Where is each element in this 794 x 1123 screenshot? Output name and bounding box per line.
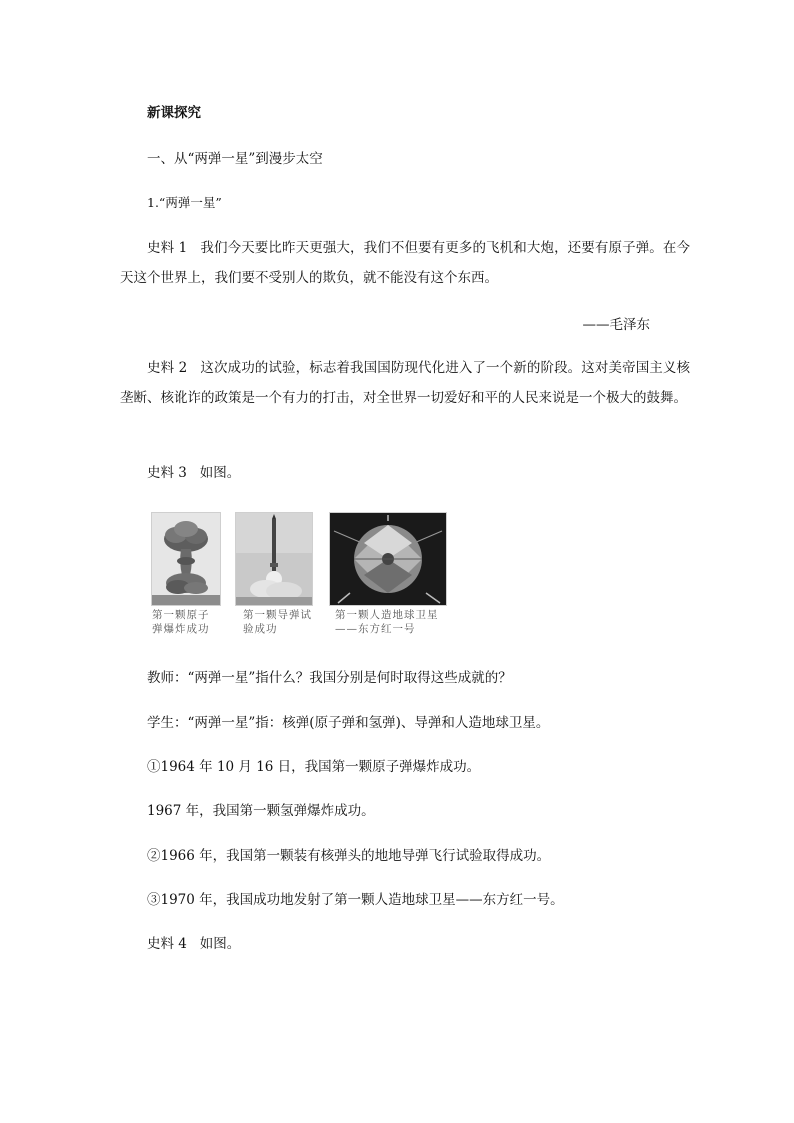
figure-2-caption: 第一颗导弹试验成功 — [243, 609, 312, 635]
source-4-label: 史料 4 — [147, 936, 187, 952]
figure-missile — [235, 512, 313, 638]
source-1-label: 史料 1 — [147, 240, 188, 256]
satellite-icon — [329, 512, 447, 606]
source-2-text: 这次成功的试验，标志着我国国防现代化进入了一个新的阶段。这对美帝国主义核垄断、核讹诈的政策是一个有力的打击，对全世界一切爱好和平的人民来说是一个极大的鼓舞。 — [120, 360, 691, 406]
fact-1: ①1964 年 10 月 16 日，我国第一颗原子弹爆炸成功。 — [147, 759, 481, 775]
source-2-label: 史料 2 — [147, 360, 188, 376]
missile-launch-icon — [235, 512, 313, 606]
fact-4: ③1970 年，我国成功地发射了第一颗人造地球卫星——东方红一号。 — [147, 892, 564, 908]
source-1-paragraph — [120, 233, 690, 293]
figure-3-caption: 第一颗人造地球卫星——东方红一号 — [335, 609, 439, 635]
fact-3: ②1966 年，我国第一颗装有核弹头的地地导弹飞行试验取得成功。 — [147, 848, 551, 864]
teacher-question: 教师：“两弹一星”指什么？我国分别是何时取得这些成就的？ — [147, 670, 512, 686]
source-1-text: 我们今天要比昨天更强大，我们不但要有更多的飞机和大炮，还要有原子弹。在今天这个世界上，我们要不受别人的欺负，就不能没有这个东西。 — [120, 240, 691, 286]
source-2-paragraph — [120, 353, 690, 413]
source-4-line — [147, 934, 240, 954]
source-3-label: 史料 3 — [147, 465, 187, 481]
fact-2: 1967 年，我国第一颗氢弹爆炸成功。 — [147, 803, 375, 819]
source-4-text: 如图。 — [199, 936, 241, 952]
figure-atomic-bomb — [151, 512, 221, 638]
mushroom-cloud-icon — [151, 512, 221, 606]
figure-1-caption: 第一颗原子弹爆炸成功 — [152, 609, 210, 635]
figure-satellite — [329, 512, 447, 638]
student-answer: 学生：“两弹一星”指：核弹(原子弹和氢弹)、导弹和人造地球卫星。 — [147, 715, 550, 731]
section-title: 新课探究 — [147, 105, 201, 121]
source-3-text: 如图。 — [199, 465, 241, 481]
heading-1: 一、从“两弹一星”到漫步太空 — [147, 151, 323, 167]
figure-strip — [149, 512, 449, 638]
source-1-signature: ——毛泽东 — [582, 317, 650, 333]
heading-2: 1.“两弹一星” — [147, 195, 222, 210]
source-3-line — [147, 463, 240, 483]
